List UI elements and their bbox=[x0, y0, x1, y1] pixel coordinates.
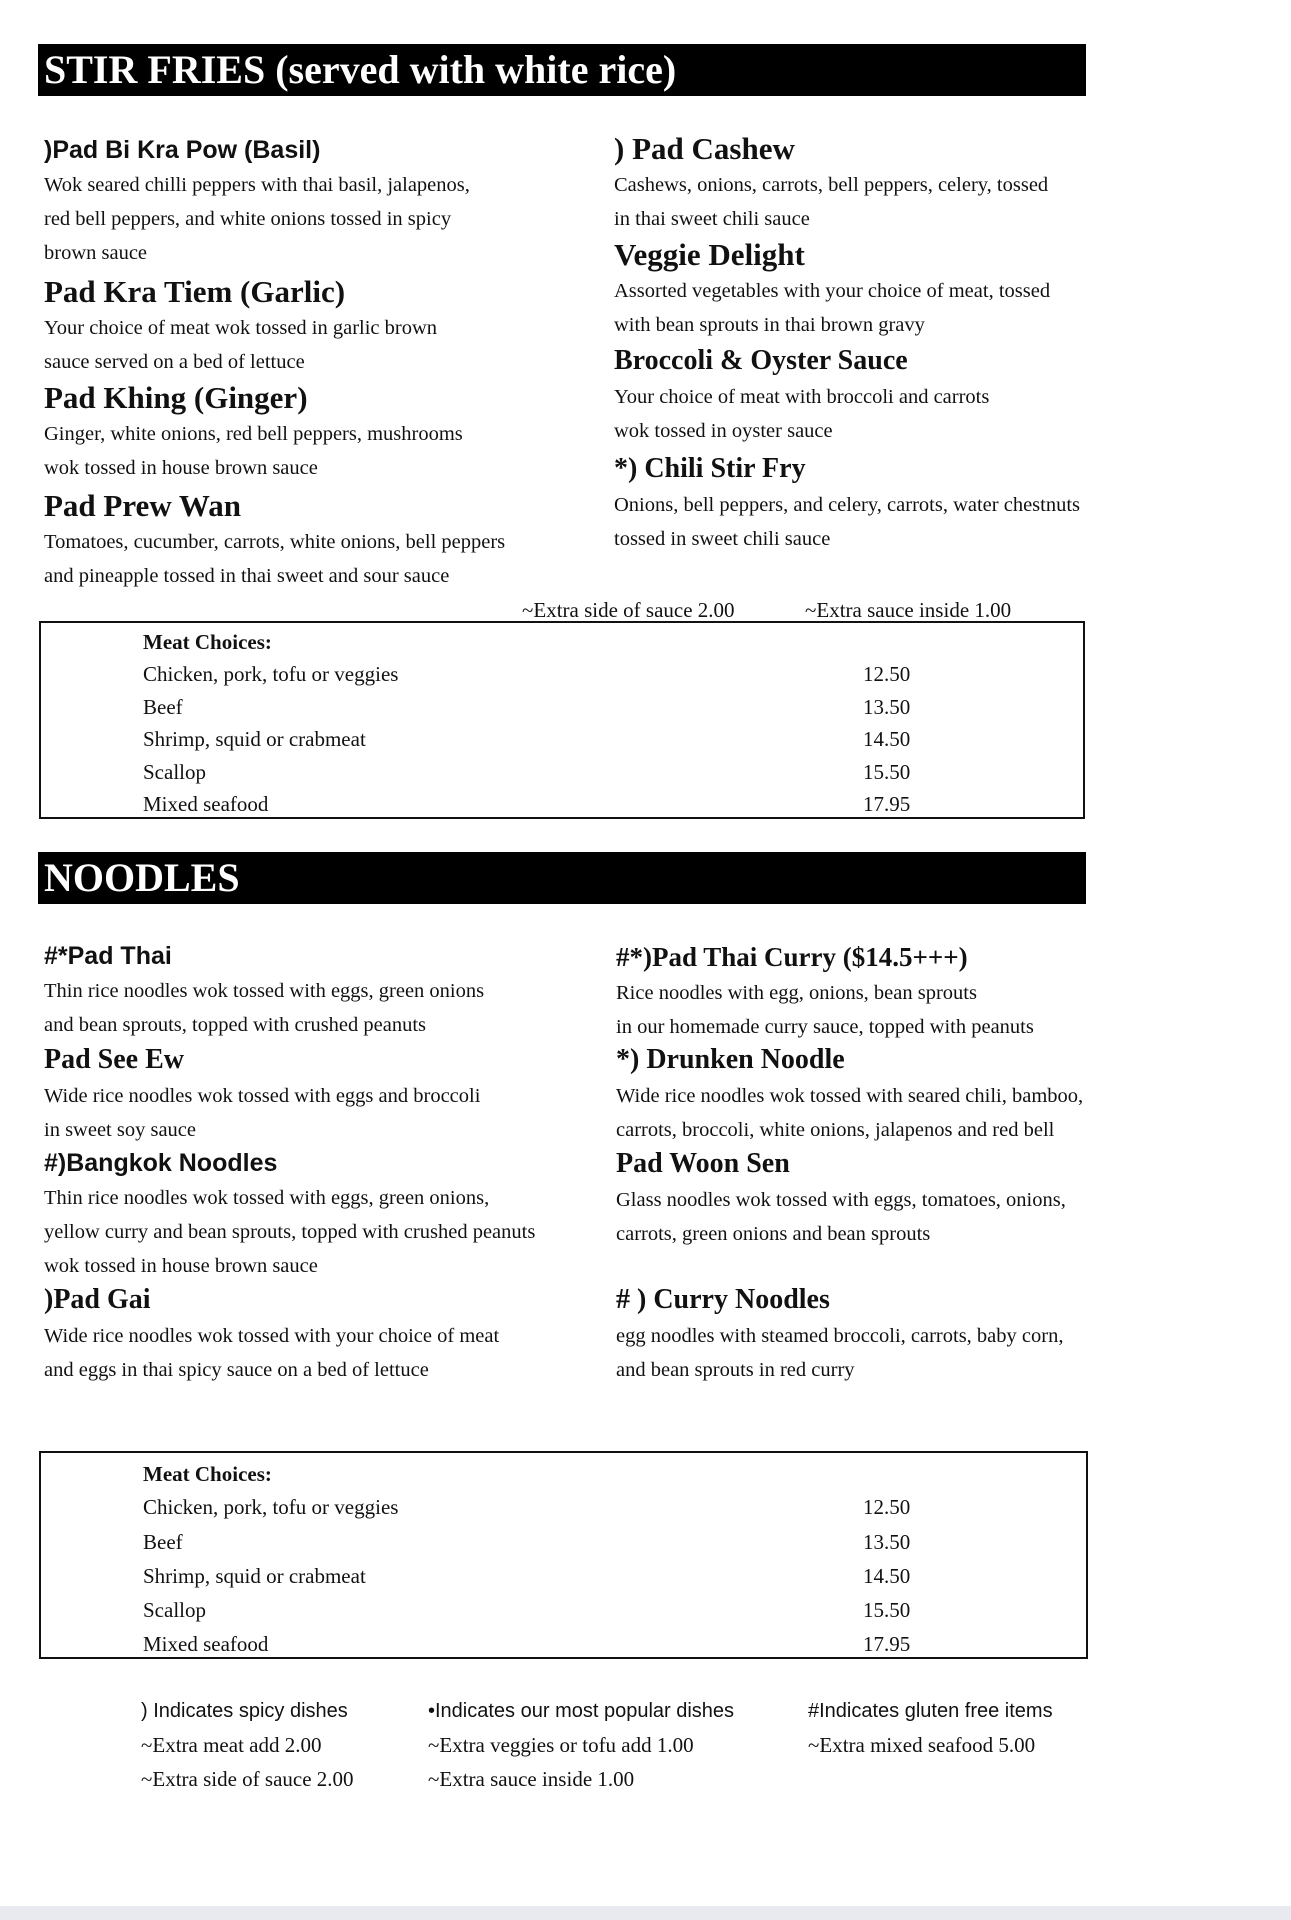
dish-name: Pad Woon Sen bbox=[616, 1148, 790, 1179]
dish-name: Pad See Ew bbox=[44, 1044, 184, 1075]
price-row bbox=[143, 760, 1083, 793]
dish-pad-see-ew bbox=[44, 1041, 584, 1147]
dish-pad-prew-wan bbox=[44, 487, 584, 593]
legend-extra-veggies: ~Extra veggies or tofu add 1.00 bbox=[428, 1733, 694, 1757]
dish-drunken-noodle bbox=[616, 1041, 1266, 1147]
price-row bbox=[143, 1530, 1086, 1563]
dish-description: Wide rice noodles wok tossed with your choice of meat and eggs in thai spicy sauce on a bed of lettuce bbox=[44, 1325, 500, 1381]
dish-name: )Pad Bi Kra Pow (Basil) bbox=[44, 136, 321, 164]
dish-pad-gai bbox=[44, 1281, 584, 1387]
price-item: Mixed seafood bbox=[143, 792, 269, 816]
dish-chili-stir-fry bbox=[614, 450, 1254, 556]
dish-description: Cashews, onions, carrots, bell peppers, celery, tossed in thai sweet chili sauce bbox=[614, 174, 1049, 230]
dish-name: Pad Prew Wan bbox=[44, 488, 241, 523]
price-value: 13.50 bbox=[863, 695, 911, 719]
dish-description: egg noodles with steamed broccoli, carrots, baby corn, and bean sprouts in red curry bbox=[616, 1325, 1064, 1381]
dish-description: Assorted vegetables with your choice of meat, tossed with bean sprouts in thai brown gravy bbox=[614, 280, 1051, 336]
dish-name: Veggie Delight bbox=[614, 237, 805, 272]
dish-description: Your choice of meat wok tossed in garlic brown sauce served on a bed of lettuce bbox=[44, 317, 438, 373]
dish-description: Rice noodles with egg, onions, bean sprouts in our homemade curry sauce, topped with peanuts bbox=[616, 982, 1034, 1038]
legend-column-3 bbox=[808, 1694, 1053, 1762]
dish-pad-khing bbox=[44, 379, 584, 485]
dish-pad-thai bbox=[44, 938, 584, 1042]
dish-description: Thin rice noodles wok tossed with eggs, green onions and bean sprouts, topped with crushed peanuts bbox=[44, 980, 485, 1036]
price-value: 14.50 bbox=[863, 1564, 911, 1588]
legend-gluten-free: #Indicates gluten free items bbox=[808, 1700, 1053, 1722]
price-row bbox=[143, 662, 1083, 695]
price-item: Beef bbox=[143, 1530, 183, 1554]
price-item: Mixed seafood bbox=[143, 1632, 269, 1656]
price-row bbox=[143, 1632, 1086, 1665]
dish-pad-cashew bbox=[614, 130, 1234, 236]
dish-name: # ) Curry Noodles bbox=[616, 1284, 830, 1315]
price-item: Chicken, pork, tofu or veggies bbox=[143, 1495, 399, 1519]
dish-name: Pad Khing (Ginger) bbox=[44, 380, 308, 415]
dish-name: Pad Kra Tiem (Garlic) bbox=[44, 274, 346, 309]
price-value: 14.50 bbox=[863, 727, 911, 751]
dish-description: Wok seared chilli peppers with thai basil, jalapenos, red bell peppers, and white onions tossed in spicy brown sauce bbox=[44, 174, 470, 264]
dish-name: *) Chili Stir Fry bbox=[614, 453, 806, 484]
price-value: 15.50 bbox=[863, 760, 911, 784]
legend-extra-meat: ~Extra meat add 2.00 bbox=[141, 1733, 322, 1757]
legend-extra-seafood: ~Extra mixed seafood 5.00 bbox=[808, 1733, 1036, 1757]
dish-name: ) Pad Cashew bbox=[614, 131, 795, 166]
price-item: Beef bbox=[143, 695, 183, 719]
price-item: Scallop bbox=[143, 1598, 206, 1622]
dish-name: *) Drunken Noodle bbox=[616, 1044, 845, 1075]
price-value: 17.95 bbox=[863, 792, 911, 816]
dish-description: Your choice of meat with broccoli and carrots wok tossed in oyster sauce bbox=[614, 386, 990, 442]
legend-column-1 bbox=[141, 1694, 354, 1796]
dish-curry-noodles bbox=[616, 1281, 1256, 1387]
price-row bbox=[143, 1495, 1086, 1528]
price-row bbox=[143, 695, 1083, 728]
stir-fries-price-table bbox=[39, 621, 1085, 819]
stir-fries-heading: STIR FRIES (served with white rice) bbox=[38, 44, 1086, 96]
price-item: Chicken, pork, tofu or veggies bbox=[143, 662, 399, 686]
price-item: Shrimp, squid or crabmeat bbox=[143, 1564, 366, 1588]
dish-bangkok-noodles bbox=[44, 1145, 624, 1283]
dish-description: Thin rice noodles wok tossed with eggs, green onions, yellow curry and bean sprouts, topped with crushed peanuts wok tossed in house brown sauce bbox=[44, 1187, 536, 1277]
price-row bbox=[143, 1598, 1086, 1631]
dish-description: Tomatoes, cucumber, carrots, white onions, bell peppers and pineapple tossed in thai sweet and sour sauce bbox=[44, 531, 506, 587]
noodles-price-table bbox=[39, 1451, 1088, 1659]
dish-name: Broccoli & Oyster Sauce bbox=[614, 345, 908, 376]
extra-sauce-inside-note: ~Extra sauce inside 1.00 bbox=[805, 598, 1012, 622]
dish-description: Glass noodles wok tossed with eggs, tomatoes, onions, carrots, green onions and bean sprouts bbox=[616, 1189, 1066, 1245]
dish-name: #*Pad Thai bbox=[44, 942, 172, 970]
legend-popular: •Indicates our most popular dishes bbox=[428, 1700, 735, 1722]
dish-broccoli-oyster bbox=[614, 342, 1234, 448]
price-row bbox=[143, 727, 1083, 760]
legend-spicy: ) Indicates spicy dishes bbox=[141, 1700, 348, 1722]
noodles-heading: NOODLES bbox=[38, 852, 1086, 904]
price-item: Scallop bbox=[143, 760, 206, 784]
price-value: 15.50 bbox=[863, 1598, 911, 1622]
dish-pad-woon-sen bbox=[616, 1145, 1256, 1251]
price-value: 12.50 bbox=[863, 662, 911, 686]
dish-veggie-delight bbox=[614, 236, 1234, 342]
dish-description: Ginger, white onions, red bell peppers, mushrooms wok tossed in house brown sauce bbox=[44, 423, 463, 479]
meat-choices-heading: Meat Choices: bbox=[143, 630, 272, 654]
dish-pad-thai-curry bbox=[616, 938, 1256, 1044]
legend-extra-sauce-inside: ~Extra sauce inside 1.00 bbox=[428, 1767, 635, 1791]
legend-extra-side-sauce: ~Extra side of sauce 2.00 bbox=[141, 1767, 354, 1791]
dish-pad-kra-tiem bbox=[44, 273, 584, 379]
meat-choices-heading: Meat Choices: bbox=[143, 1462, 272, 1486]
dish-pad-bi-kra-pow bbox=[44, 132, 584, 270]
legend-column-2 bbox=[428, 1694, 734, 1796]
price-value: 12.50 bbox=[863, 1495, 911, 1519]
dish-description: Onions, bell peppers, and celery, carrots, water chestnuts tossed in sweet chili sauce bbox=[614, 494, 1081, 550]
extra-side-sauce-note: ~Extra side of sauce 2.00 bbox=[522, 598, 735, 622]
page-bottom-edge bbox=[0, 1906, 1291, 1920]
dish-description: Wide rice noodles wok tossed with seared chili, bamboo, carrots, broccoli, white onions, jalapenos and red bell bbox=[616, 1085, 1084, 1141]
price-item: Shrimp, squid or crabmeat bbox=[143, 727, 366, 751]
price-value: 17.95 bbox=[863, 1632, 911, 1656]
price-row bbox=[143, 792, 1083, 825]
dish-description: Wide rice noodles wok tossed with eggs and broccoli in sweet soy sauce bbox=[44, 1085, 481, 1141]
dish-name: )Pad Gai bbox=[44, 1284, 151, 1315]
dish-name: #*)Pad Thai Curry ($14.5+++) bbox=[616, 942, 968, 972]
dish-name: #)Bangkok Noodles bbox=[44, 1149, 278, 1177]
price-row bbox=[143, 1564, 1086, 1597]
price-value: 13.50 bbox=[863, 1530, 911, 1554]
